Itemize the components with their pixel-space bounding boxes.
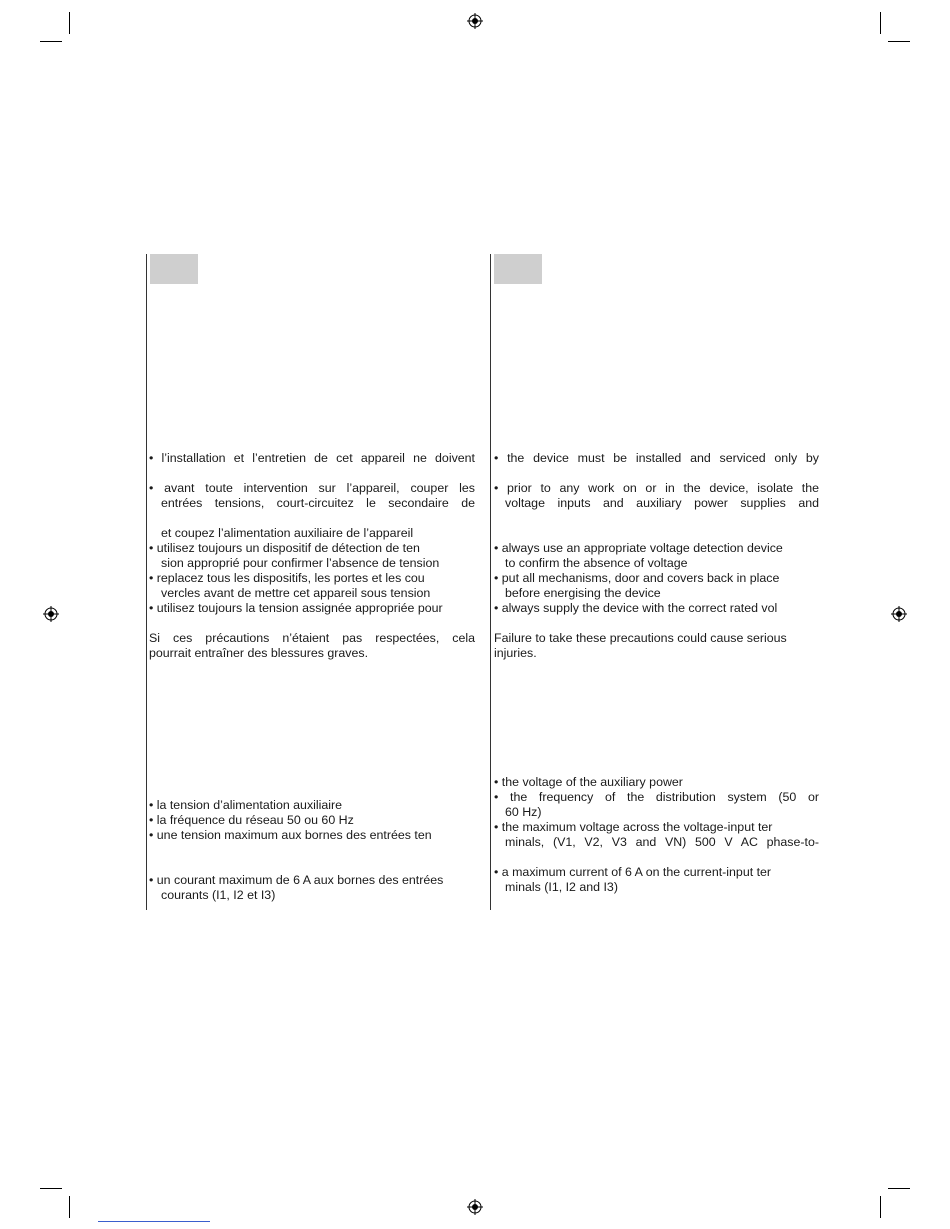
crop-mark (888, 1188, 910, 1189)
text-line: • la fréquence du réseau 50 ou 60 Hz (149, 813, 354, 827)
registration-mark-icon (467, 1199, 483, 1215)
text-line: Failure to take these precautions could cause serious (494, 631, 787, 645)
text-line: injuries. (494, 646, 537, 660)
text-line: • utilisez toujours la tension assignée appropriée pour (149, 601, 443, 615)
text-line: pourrait entraîner des blessures graves. (149, 646, 369, 660)
text-line: minals, (V1, V2, V3 and VN) 500 V AC phase-to- (505, 835, 819, 849)
text-line: 60 Hz) (505, 805, 542, 819)
text-line: • une tension maximum aux bornes des entrées ten (149, 828, 432, 842)
text-line: vercles avant de mettre cet appareil sous tension (161, 586, 431, 600)
text-line: • un courant maximum de 6 A aux bornes des entrées (149, 873, 444, 887)
crop-mark (888, 41, 910, 42)
bottom-underline-mark (98, 1221, 210, 1222)
crop-mark (69, 12, 70, 34)
text-line: Si ces précautions n’étaient pas respectées, cela (149, 631, 475, 645)
text-line: minals (I1, I2 and I3) (505, 880, 618, 894)
text-line: • put all mechanisms, door and covers back in place (494, 571, 780, 585)
text-line: • avant toute intervention sur l’appareil, couper les (149, 481, 475, 495)
text-line: • the maximum voltage across the voltage-input ter (494, 820, 773, 834)
text-line: • always supply the device with the correct rated vol (494, 601, 778, 615)
text-line: • always use an appropriate voltage detection device (494, 541, 783, 555)
text-line: before energising the device (505, 586, 661, 600)
crop-mark (69, 1196, 70, 1218)
text-line: to confirm the absence of voltage (505, 556, 688, 570)
column-divider (146, 254, 147, 910)
crop-mark (40, 41, 62, 42)
crop-mark (880, 1196, 881, 1218)
text-line: • replacez tous les dispositifs, les portes et les cou (149, 571, 425, 585)
text-line: • the frequency of the distribution system (50 or (494, 790, 819, 804)
text-line: • prior to any work on or in the device, isolate the (494, 481, 819, 495)
registration-mark-icon (43, 606, 59, 622)
language-tab-box (150, 254, 198, 284)
crop-mark (880, 12, 881, 34)
text-line: • the device must be installed and serviced only by (494, 451, 819, 465)
crop-mark (40, 1188, 62, 1189)
registration-mark-icon (467, 13, 483, 29)
text-line: • l’installation et l’entretien de cet appareil ne doivent (149, 451, 475, 465)
text-line: • a maximum current of 6 A on the current-input ter (494, 865, 772, 879)
text-line: • the voltage of the auxiliary power (494, 775, 683, 789)
text-line: • utilisez toujours un dispositif de détection de ten (149, 541, 420, 555)
text-line: sion approprié pour confirmer l’absence de tension (161, 556, 440, 570)
text-line: et coupez l’alimentation auxiliaire de l’appareil (161, 526, 414, 540)
text-line: • la tension d’alimentation auxiliaire (149, 798, 343, 812)
text-line: entrées tensions, court-circuitez le secondaire de (161, 496, 475, 510)
language-tab-box (494, 254, 542, 284)
text-line: voltage inputs and auxiliary power supplies and (505, 496, 819, 510)
column-divider (490, 254, 491, 910)
registration-mark-icon (891, 606, 907, 622)
text-line: courants (I1, I2 et I3) (161, 888, 276, 902)
